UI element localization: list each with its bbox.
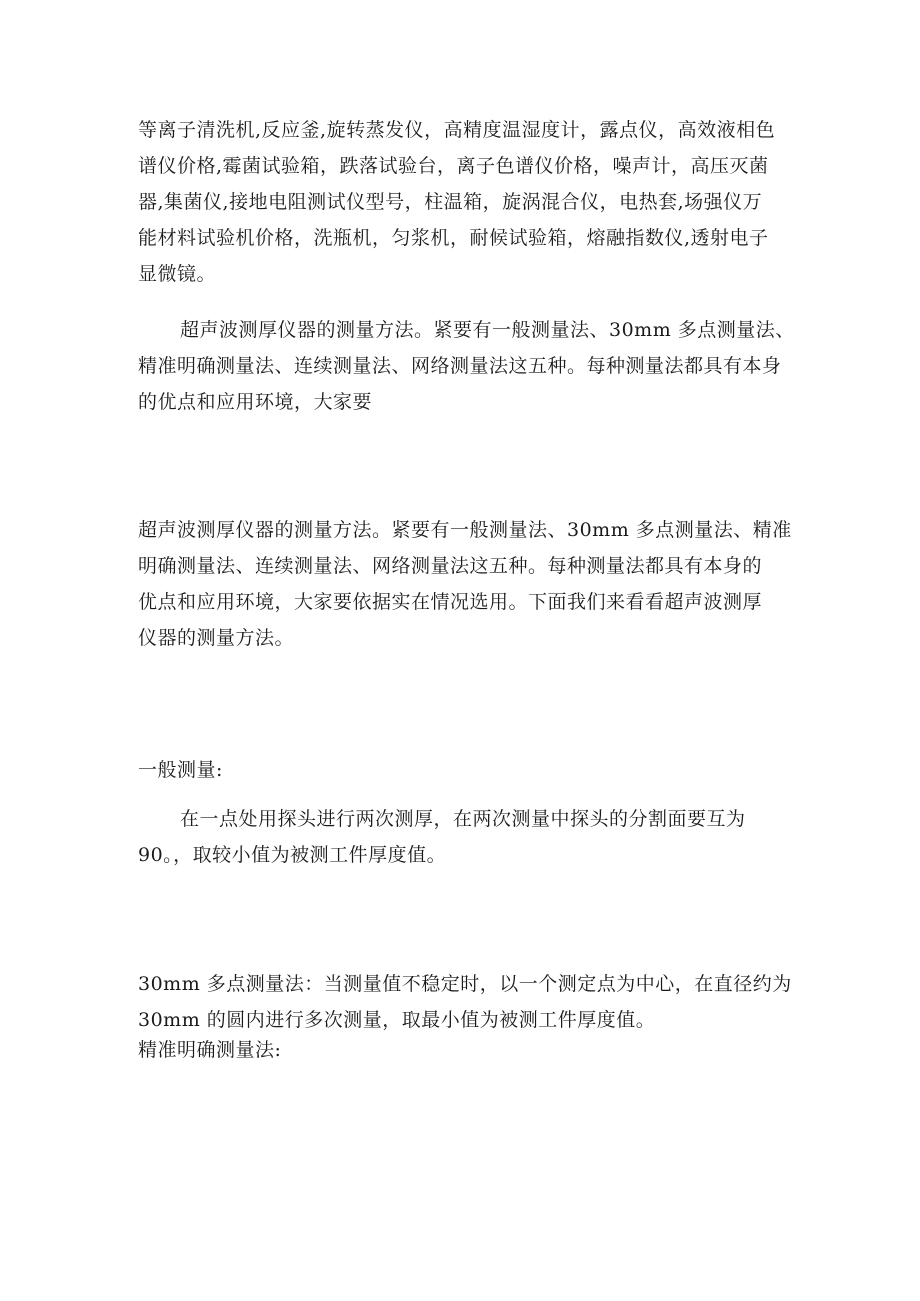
text-line: 精准明确测量法、连续测量法、网络测量法这五种。每种测量法都具有本身 <box>138 355 782 377</box>
text-line: 能材料试验机价格，洗瓶机，匀浆机，耐候试验箱，熔融指数仪,透射电子 <box>138 227 769 249</box>
heading-text: 精准明确测量法: <box>138 1039 282 1061</box>
section-heading-general-measurement <box>138 752 223 788</box>
text-line: 显微镜。 <box>138 263 217 285</box>
text-line: 优点和应用环境，大家要依据实在情况选用。下面我们来看看超声波测厚 <box>138 591 763 613</box>
text-line: 器,集菌仪,接地电阻测试仪型号，柱温箱，旋涡混合仪，电热套,场强仪万 <box>138 191 763 213</box>
text-line: 等离子清洗机,反应釜,旋转蒸发仪，高精度温湿度计，露点仪，高效液相色 <box>138 119 776 141</box>
text-line: 30mm 的圆内进行多次测量，取最小值为被测工件厚度值。 <box>138 1009 656 1031</box>
text-line: 谱仪价格,霉菌试验箱，跌落试验台，离子色谱仪价格，噪声计，高压灭菌 <box>138 155 769 177</box>
heading-text: 一般测量: <box>138 759 223 781</box>
text-line: 在一点处用探头进行两次测厚，在两次测量中探头的分割面要互为 <box>180 808 746 830</box>
section-heading-precise-measurement <box>138 1032 281 1068</box>
text-line: 超声波测厚仪器的测量方法。紧要有一般测量法、30mm 多点测量法、 <box>180 319 795 341</box>
paragraph-instrument-list <box>138 112 775 292</box>
text-line: 超声波测厚仪器的测量方法。紧要有一般测量法、30mm 多点测量法、精准 <box>138 519 792 541</box>
text-line: 的优点和应用环境，大家要 <box>138 391 373 413</box>
text-line: 90。，取较小值为被测工件厚度值。 <box>138 844 447 866</box>
text-line: 30mm 多点测量法：当测量值不稳定时，以一个测定点为中心，在直径约为 <box>138 973 792 995</box>
paragraph-intro-full <box>138 512 792 656</box>
text-line: 明确测量法、连续测量法、网络测量法这五种。每种测量法都具有本身的 <box>138 555 763 577</box>
paragraph-30mm-multipoint <box>138 966 792 1038</box>
text-line: 仪器的测量方法。 <box>138 627 295 649</box>
paragraph-general-measurement <box>138 801 746 873</box>
paragraph-intro-excerpt <box>138 312 795 420</box>
